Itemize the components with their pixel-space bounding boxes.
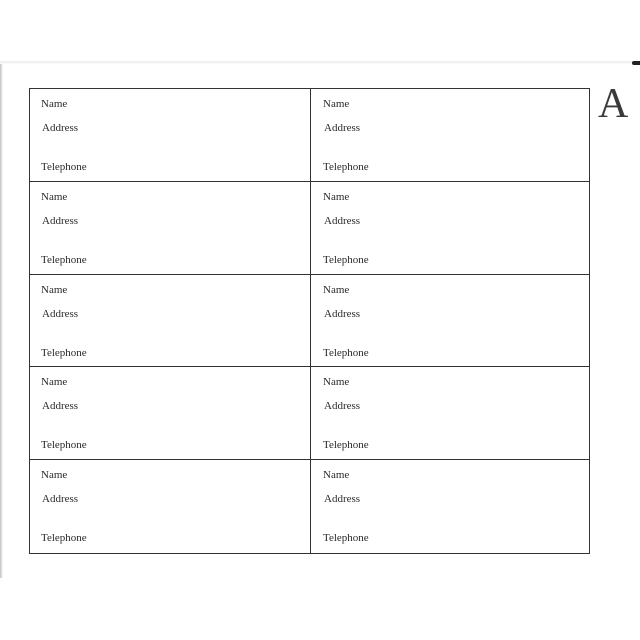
page-top-edge xyxy=(0,61,640,65)
telephone-label: Telephone xyxy=(41,161,87,173)
address-entry xyxy=(311,89,589,182)
telephone-label: Telephone xyxy=(323,532,369,545)
address-label: Address xyxy=(42,122,79,134)
address-entry xyxy=(30,367,311,460)
address-label: Address xyxy=(42,400,79,413)
alphabet-tab-letter: A xyxy=(598,81,629,127)
name-label: Name xyxy=(41,190,68,203)
telephone-label: Telephone xyxy=(323,439,369,452)
address-entry xyxy=(30,89,311,182)
page-left-edge xyxy=(0,64,3,578)
name-label: Name xyxy=(323,469,350,482)
address-label: Address xyxy=(324,214,361,227)
telephone-label: Telephone xyxy=(323,253,369,266)
telephone-label: Telephone xyxy=(323,346,369,359)
address-label: Address xyxy=(324,307,361,320)
name-label: Name xyxy=(41,283,68,296)
name-label: Name xyxy=(323,98,350,110)
name-label: Name xyxy=(41,98,68,110)
telephone-label: Telephone xyxy=(41,532,87,545)
telephone-label: Telephone xyxy=(323,161,369,173)
telephone-label: Telephone xyxy=(41,439,87,452)
address-entry-grid xyxy=(29,88,590,554)
address-entry xyxy=(311,275,589,368)
telephone-label: Telephone xyxy=(41,346,87,359)
name-label: Name xyxy=(323,376,350,389)
address-entry xyxy=(30,182,311,275)
name-label: Name xyxy=(323,283,350,296)
name-label: Name xyxy=(41,469,68,482)
address-label: Address xyxy=(324,400,361,413)
telephone-label: Telephone xyxy=(41,253,87,266)
name-label: Name xyxy=(41,376,68,389)
address-entry xyxy=(311,182,589,275)
name-label: Name xyxy=(323,190,350,203)
address-label: Address xyxy=(324,122,361,134)
address-label: Address xyxy=(42,307,79,320)
address-entry xyxy=(30,460,311,553)
address-entry xyxy=(311,367,589,460)
address-label: Address xyxy=(42,493,79,506)
address-label: Address xyxy=(42,214,79,227)
address-entry xyxy=(30,275,311,368)
address-entry xyxy=(311,460,589,553)
address-label: Address xyxy=(324,493,361,506)
